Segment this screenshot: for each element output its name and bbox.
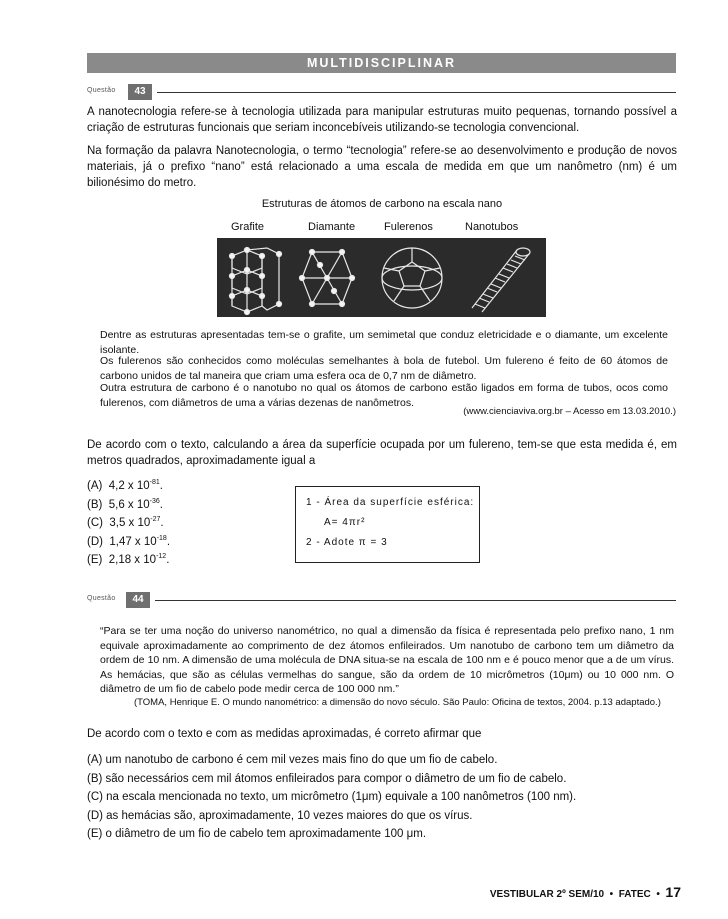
q43-option-a[interactable]: (A) 4,2 x $10^{-81}$.	[87, 479, 163, 492]
formula-line-2: A= 4πr²	[324, 517, 366, 528]
q44-quote: “Para se ter uma noção do universo nanométrico, no qual a dimensão da física é representada pelo prefixo nano, 1 nm equivale aproximadamente ao comprimento de dez átomos enfileirados. Um nanotubo de carbono tem um diâmetro da ordem de 10 nm. A dimensão de uma molécula de DNA situa-se na escala de 100 nm e é pouco menor que a de um vírus. As hemácias, que são as células vermelhas do sangue, são da ordem de 10 micrômetros (10μm) ou 10 000 nm. O diâmetro de um fio de cabelo pode medir cerca de 100 000 nm.”	[100, 625, 674, 695]
footer-brand: FATEC	[618, 889, 651, 900]
diamond-illustration	[300, 250, 355, 307]
q43-intro-2: Na formação da palavra Nanotecnologia, o termo “tecnologia” refere-se ao desenvolvimento e produção de novos materiais, já o prefixo “nano” está relacionado a uma escala de medida em que um nanômetro (nm) é um bilionésimo do metro.	[87, 145, 677, 189]
q44-option-d[interactable]: (D) as hemácias são, aproximadamente, 10 vezes maiores do que os vírus.	[87, 809, 473, 822]
q43-intro-1: A nanotecnologia refere-se à tecnologia utilizada para manipular estruturas muito pequenas, tornando possível a criação de estruturas funcionais que seriam inconcebíveis utilizando-se tecnologia convencional.	[87, 106, 677, 134]
q43-question: De acordo com o texto, calculando a área da superfície ocupada por um fulereno, tem-se que esta medida é, em metros quadrados, aproximadamente igual a	[87, 439, 677, 467]
figure-label-fulerenos: Fulerenos	[384, 221, 433, 233]
header-rule	[157, 92, 676, 93]
footer-exam: VESTIBULAR 2º SEM/10	[489, 889, 605, 900]
footer-separator: •	[609, 889, 614, 900]
page-footer	[490, 884, 681, 900]
q43-option-d[interactable]: (D) 1,47 x $10^{-18}$.	[87, 534, 171, 548]
carbon-structures-figure	[217, 238, 546, 317]
question-label: Questão	[87, 595, 116, 602]
question-number: 44	[126, 592, 150, 608]
q43-text-1: Dentre as estruturas apresentadas tem-se o grafite, um semimetal que conduz eletricidade e o diamante, um excelente isolante.	[100, 329, 668, 356]
question-label: Questão	[87, 87, 116, 94]
section-banner: MULTIDISCIPLINAR	[87, 53, 676, 73]
q43-source: (www.cienciaviva.org.br – Acesso em 13.03.2010.)	[463, 406, 676, 417]
q43-option-e[interactable]: (E) 2,18 x $10^{-12}$.	[87, 553, 170, 566]
q44-option-a[interactable]: (A) um nanotubo de carbono é cem mil vezes mais fino do que um fio de cabelo.	[87, 754, 498, 766]
figure-title: Estruturas de átomos de carbono na escala nano	[261, 198, 503, 210]
fullerene-illustration	[382, 248, 442, 308]
question-43-header	[87, 84, 676, 100]
formula-box	[295, 486, 480, 563]
graphite-illustration	[230, 248, 282, 315]
q44-option-c[interactable]: (C) na escala mencionada no texto, um micrômetro (1μm) equivale a 100 nanômetros (100 nm).	[87, 791, 577, 803]
nanotube-illustration	[472, 248, 530, 312]
footer-separator: •	[656, 889, 660, 900]
q44-options	[87, 751, 576, 844]
carbon-structures-illustration	[217, 238, 546, 317]
q44-question: De acordo com o texto e com as medidas aproximadas, é correto afirmar que	[87, 728, 482, 740]
figure-label-diamante: Diamante	[308, 221, 356, 233]
q43-option-b[interactable]: (B) 5,6 x $10^{-36}$.	[87, 497, 163, 511]
q43-text-3: Outra estrutura de carbono é o nanotubo no qual os átomos de carbono estão ligados em forma de tubos, ocos como fulerenos, com diâmetros de uma a várias dezenas de nanômetros.	[100, 382, 668, 409]
q43-text-2: Os fulerenos são conhecidos como moléculas semelhantes à bola de futebol. Um fulereno é feito de 60 átomos de carbono unidos de tal maneira que criam uma esfera oca de 0,7 nm de diâmetro.	[100, 355, 668, 382]
q44-option-e[interactable]: (E) o diâmetro de um fio de cabelo tem aproximadamente 100 μm.	[87, 828, 427, 840]
q43-options	[87, 477, 170, 570]
q44-source: (TOMA, Henrique E. O mundo nanométrico: a dimensão do novo século. São Paulo: Oficina de textos, 2004. p.13 adaptado.)	[134, 697, 661, 708]
figure-label-grafite: Grafite	[231, 221, 265, 233]
page-number: 17	[665, 884, 681, 900]
q44-option-b[interactable]: (B) são necessários cem mil átomos enfileirados para compor o diâmetro de um fio de cabelo.	[87, 772, 567, 785]
question-44-header	[87, 592, 676, 608]
q43-option-c[interactable]: (C) 3,5 x $10^{-27}$.	[87, 516, 164, 529]
formula-line-1: 1 - Área da superfície esférica:	[306, 497, 475, 508]
figure-label-nanotubos: Nanotubos	[465, 221, 519, 233]
formula-line-3: 2 - Adote π = 3	[306, 537, 388, 548]
question-number: 43	[128, 84, 152, 100]
header-rule	[155, 600, 676, 601]
